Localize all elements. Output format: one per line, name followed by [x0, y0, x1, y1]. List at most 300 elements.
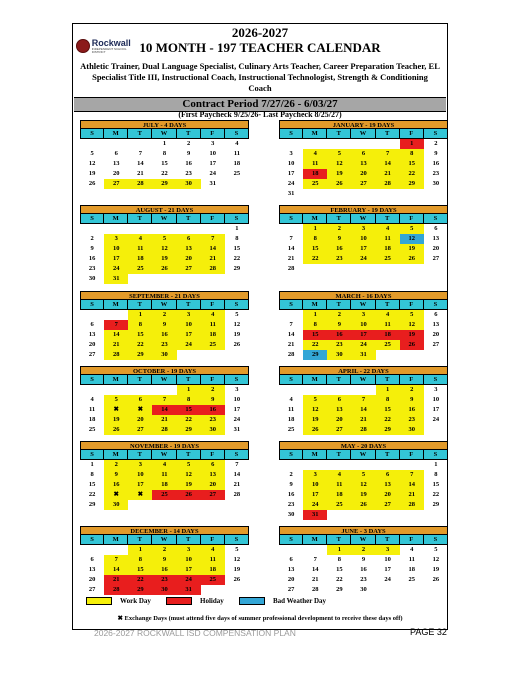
day-cell	[376, 274, 400, 284]
day-header: F	[201, 535, 225, 545]
month-grid	[279, 450, 448, 520]
day-cell	[351, 139, 375, 149]
day-cell: 19	[233, 331, 241, 338]
day-header: S	[279, 129, 303, 139]
day-cell	[225, 510, 249, 520]
month-grid	[279, 375, 448, 445]
day-cell: 18	[376, 330, 400, 340]
day-cell: 18	[303, 169, 327, 179]
day-header: F	[400, 375, 424, 385]
day-cell: 30	[432, 180, 440, 187]
day-cell: 26	[88, 180, 96, 187]
day-cell: 25	[128, 264, 152, 274]
day-cell	[104, 385, 128, 395]
day-cell	[327, 460, 351, 470]
day-cell: 15	[303, 244, 327, 254]
day-cell: 1	[90, 461, 94, 468]
day-cell	[351, 189, 375, 199]
day-cell: 7	[152, 395, 176, 405]
day-cell: 2	[152, 310, 176, 320]
day-cell: 23	[88, 265, 96, 272]
day-cell: 11	[303, 159, 327, 169]
day-cell: 11	[287, 406, 295, 413]
month-grid	[279, 214, 448, 284]
day-cell: 29	[432, 501, 440, 508]
day-header: M	[303, 300, 327, 310]
day-cell: 18	[287, 416, 295, 423]
day-cell: 25	[88, 426, 96, 433]
day-cell: 10	[351, 234, 375, 244]
month-grid	[80, 214, 249, 284]
month-12	[279, 526, 448, 605]
day-cell: 30	[152, 585, 176, 595]
month-11	[80, 526, 249, 605]
day-cell: 1	[235, 225, 239, 232]
day-cell: 12	[327, 159, 351, 169]
day-cell: 13	[287, 566, 295, 573]
day-header: F	[201, 129, 225, 139]
day-cell: 23	[360, 576, 367, 583]
day-cell: 10	[177, 320, 201, 330]
day-cell: 26	[400, 340, 424, 350]
day-cell: 24	[287, 180, 295, 187]
day-cell	[303, 385, 327, 395]
day-cell	[376, 139, 400, 149]
day-cell: 8	[235, 235, 239, 242]
day-header: T	[177, 300, 201, 310]
day-cell: 26	[177, 490, 201, 500]
day-cell: 22	[336, 576, 343, 583]
month-6	[279, 291, 448, 370]
day-cell: 4	[327, 470, 351, 480]
day-cell: 10	[233, 396, 241, 403]
day-cell: 19	[351, 490, 375, 500]
day-cell: 16	[432, 160, 440, 167]
day-cell: 29	[177, 425, 201, 435]
day-header: W	[152, 300, 176, 310]
day-cell: 11	[152, 470, 176, 480]
day-cell: 2	[327, 310, 351, 320]
day-header: M	[303, 375, 327, 385]
day-header: T	[376, 450, 400, 460]
day-cell: 19	[233, 566, 241, 573]
day-cell	[104, 139, 128, 149]
day-cell	[80, 189, 104, 199]
day-cell: 14	[287, 331, 295, 338]
day-cell: 7	[201, 234, 225, 244]
day-cell	[376, 585, 400, 595]
day-cell: 31	[209, 180, 217, 187]
legend-work-label: Work Day	[120, 597, 151, 605]
day-cell	[201, 510, 225, 520]
day-cell: ✖	[128, 490, 152, 500]
day-cell: 23	[327, 254, 351, 264]
day-cell: 14	[104, 330, 128, 340]
day-cell: 8	[90, 471, 94, 478]
day-cell: 5	[177, 460, 201, 470]
day-cell	[177, 510, 201, 520]
day-cell: 11	[88, 406, 96, 413]
day-cell: 17	[287, 170, 295, 177]
day-cell: 8	[177, 395, 201, 405]
day-cell: 18	[152, 480, 176, 490]
day-cell: 3	[177, 545, 201, 555]
day-cell: ✖	[104, 490, 128, 500]
day-cell: 12	[432, 556, 440, 563]
day-cell: 15	[88, 481, 96, 488]
month-grid	[279, 535, 448, 605]
day-cell: 27	[104, 179, 128, 189]
day-cell: 26	[233, 576, 241, 583]
day-cell: 29	[233, 265, 241, 272]
day-cell: 9	[201, 395, 225, 405]
day-cell: 7	[351, 395, 375, 405]
day-cell	[104, 310, 128, 320]
day-cell: 7	[313, 556, 317, 563]
legend-bad-weather-label: Bad Weather Day	[273, 597, 327, 605]
day-cell: 26	[303, 425, 327, 435]
day-cell: 9	[327, 320, 351, 330]
day-cell: 30	[104, 500, 128, 510]
day-cell: 17	[303, 490, 327, 500]
day-cell: 22	[128, 575, 152, 585]
day-cell: 2	[434, 140, 438, 147]
month-title: JANUARY - 19 DAYS	[279, 120, 448, 129]
day-cell	[376, 264, 400, 274]
day-cell: 8	[128, 555, 152, 565]
day-cell: 11	[376, 234, 400, 244]
day-cell: 20	[88, 341, 96, 348]
day-cell: 20	[201, 480, 225, 490]
day-cell: 12	[303, 405, 327, 415]
day-cell: 21	[376, 169, 400, 179]
day-cell: 3	[376, 545, 400, 555]
day-cell: 14	[233, 471, 241, 478]
day-cell	[128, 189, 152, 199]
day-cell: 25	[233, 170, 241, 177]
day-cell: 23	[327, 340, 351, 350]
day-cell	[351, 385, 375, 395]
day-header: S	[279, 375, 303, 385]
day-cell	[327, 274, 351, 284]
day-header: S	[80, 214, 104, 224]
month-8	[279, 366, 448, 445]
day-cell: 18	[88, 416, 96, 423]
day-cell	[424, 585, 448, 595]
month-1	[80, 120, 249, 199]
month-4	[279, 205, 448, 284]
day-cell	[80, 139, 104, 149]
day-header: M	[104, 375, 128, 385]
day-cell: 25	[287, 426, 295, 433]
day-cell: 8	[162, 150, 167, 157]
day-cell: 25	[376, 254, 400, 264]
day-header: W	[351, 214, 375, 224]
day-cell: 28	[128, 179, 152, 189]
day-header: T	[376, 535, 400, 545]
day-cell: 17	[177, 330, 201, 340]
day-cell	[177, 189, 201, 199]
day-cell	[201, 350, 225, 360]
day-cell: 28	[201, 264, 225, 274]
day-cell: 17	[233, 406, 241, 413]
day-cell: 11	[376, 320, 400, 330]
day-cell: 9	[90, 245, 94, 252]
day-cell: 17	[432, 406, 440, 413]
day-cell: 14	[376, 159, 400, 169]
day-cell: 5	[235, 311, 239, 318]
day-cell: 15	[336, 566, 343, 573]
day-cell: 2	[327, 224, 351, 234]
day-cell	[400, 350, 424, 360]
day-cell: 1	[376, 385, 400, 395]
day-cell	[128, 224, 152, 234]
day-cell: 18	[408, 566, 416, 573]
day-cell	[279, 224, 303, 234]
day-header: M	[303, 214, 327, 224]
day-cell: 14	[104, 565, 128, 575]
day-header: W	[152, 535, 176, 545]
day-cell	[128, 139, 152, 149]
day-cell: 25	[303, 179, 327, 189]
day-cell: 12	[177, 470, 201, 480]
day-cell	[177, 350, 201, 360]
day-cell: 23	[287, 501, 295, 508]
day-cell: 8	[303, 234, 327, 244]
day-cell: 23	[400, 415, 424, 425]
day-cell: 13	[327, 405, 351, 415]
day-header: F	[400, 214, 424, 224]
day-cell: 2	[187, 140, 191, 147]
day-header: T	[128, 129, 152, 139]
day-cell: 6	[376, 470, 400, 480]
day-cell	[376, 189, 400, 199]
day-header: W	[351, 375, 375, 385]
day-cell: 17	[128, 480, 152, 490]
day-cell: 18	[327, 490, 351, 500]
day-cell	[279, 385, 303, 395]
day-header: W	[351, 535, 375, 545]
day-header: S	[225, 535, 249, 545]
day-cell: 14	[400, 480, 424, 490]
day-header: F	[201, 214, 225, 224]
day-cell: 16	[327, 330, 351, 340]
day-cell: 31	[351, 350, 375, 360]
day-cell	[327, 189, 351, 199]
day-cell: 21	[233, 481, 241, 488]
day-cell: 30	[287, 511, 295, 518]
month-grid	[279, 129, 448, 199]
day-cell	[351, 264, 375, 274]
day-cell	[279, 310, 303, 320]
footer-plan-title: 2026-2027 ROCKWALL ISD COMPENSATION PLAN	[94, 628, 296, 638]
day-cell: 9	[289, 481, 293, 488]
bad-weather-swatch	[239, 597, 265, 605]
day-cell: 27	[376, 500, 400, 510]
legend-holiday-label: Holiday	[200, 597, 224, 605]
day-cell: 3	[104, 234, 128, 244]
day-cell: 15	[233, 245, 241, 252]
day-cell: 22	[161, 170, 168, 177]
day-header: S	[424, 129, 448, 139]
day-cell: 10	[287, 160, 295, 167]
day-cell: 22	[128, 340, 152, 350]
day-cell: 22	[303, 254, 327, 264]
day-cell: 13	[432, 235, 440, 242]
day-cell: 31	[233, 426, 241, 433]
day-cell	[376, 460, 400, 470]
day-cell: 21	[104, 575, 128, 585]
day-cell: 3	[303, 470, 327, 480]
day-cell: 4	[90, 396, 94, 403]
day-cell: 24	[351, 340, 375, 350]
day-cell: 6	[90, 556, 94, 563]
day-cell: 4	[376, 310, 400, 320]
month-title: JUNE - 3 DAYS	[279, 526, 448, 535]
month-title: MAY - 20 DAYS	[279, 441, 448, 450]
day-cell: 22	[177, 415, 201, 425]
day-cell	[128, 274, 152, 284]
day-cell: 28	[311, 586, 319, 593]
day-cell	[400, 189, 424, 199]
day-header: T	[128, 375, 152, 385]
day-header: W	[152, 214, 176, 224]
day-cell: 13	[376, 480, 400, 490]
day-header: S	[424, 535, 448, 545]
day-cell: 8	[434, 471, 438, 478]
day-cell: 4	[201, 310, 225, 320]
day-cell	[279, 460, 303, 470]
day-cell: 15	[128, 330, 152, 340]
day-header: S	[279, 214, 303, 224]
day-cell	[400, 585, 424, 595]
day-cell: 16	[104, 480, 128, 490]
day-cell: 18	[201, 565, 225, 575]
day-cell	[177, 224, 201, 234]
day-cell: 29	[336, 586, 343, 593]
day-header: T	[128, 535, 152, 545]
month-title: JULY - 4 DAYS	[80, 120, 249, 129]
day-cell: 9	[400, 395, 424, 405]
day-cell: 29	[303, 350, 327, 360]
day-cell	[104, 189, 128, 199]
day-cell: 13	[88, 331, 96, 338]
day-cell: 9	[152, 320, 176, 330]
month-7	[80, 366, 249, 445]
day-cell: 19	[177, 480, 201, 490]
day-cell: 20	[376, 490, 400, 500]
day-cell: 26	[152, 264, 176, 274]
day-header: S	[225, 129, 249, 139]
day-cell: 4	[410, 546, 414, 553]
day-header: W	[152, 375, 176, 385]
day-cell: 5	[104, 395, 128, 405]
month-grid	[80, 375, 249, 445]
day-cell: 7	[289, 235, 293, 242]
day-header: W	[351, 129, 375, 139]
day-cell	[400, 460, 424, 470]
day-cell: 27	[287, 586, 295, 593]
day-cell: 29	[128, 350, 152, 360]
day-cell: 5	[90, 150, 94, 157]
day-cell: 12	[233, 556, 241, 563]
day-header: F	[201, 300, 225, 310]
month-grid	[80, 300, 249, 370]
day-cell: 8	[337, 556, 341, 563]
month-3	[80, 205, 249, 284]
day-cell: 14	[351, 405, 375, 415]
day-cell: 9	[152, 555, 176, 565]
day-cell: 17	[351, 244, 375, 254]
day-cell	[128, 510, 152, 520]
day-cell: 15	[161, 160, 168, 167]
exchange-days-note: ✖ Exchange Days (must attend five days of summer professional development to receive these days off)	[117, 615, 403, 622]
day-cell	[279, 545, 303, 555]
day-cell	[225, 179, 249, 189]
day-cell: 7	[376, 149, 400, 159]
day-cell: 21	[287, 341, 295, 348]
paycheck-range: (First Paycheck 9/25/26- Last Paycheck 8/25/27)	[178, 110, 342, 119]
month-grid	[279, 300, 448, 370]
day-cell: 17	[351, 330, 375, 340]
day-cell: 7	[138, 150, 142, 157]
day-cell: 14	[201, 244, 225, 254]
day-cell: 5	[351, 470, 375, 480]
day-cell: 20	[432, 331, 440, 338]
day-cell	[424, 274, 448, 284]
day-cell: 12	[233, 321, 241, 328]
day-cell: 1	[400, 139, 424, 149]
day-cell: 18	[233, 160, 241, 167]
day-cell: 25	[152, 490, 176, 500]
day-cell: 31	[177, 585, 201, 595]
day-cell: ✖	[104, 405, 128, 415]
day-header: S	[424, 214, 448, 224]
day-cell: 17	[177, 565, 201, 575]
day-cell: 17	[104, 254, 128, 264]
day-cell: 2	[201, 385, 225, 395]
day-cell: 30	[400, 425, 424, 435]
day-cell	[351, 510, 375, 520]
day-cell: 6	[90, 321, 94, 328]
day-cell	[303, 460, 327, 470]
day-cell: 15	[303, 330, 327, 340]
day-cell: 8	[128, 320, 152, 330]
day-cell: 13	[201, 470, 225, 480]
day-header: F	[400, 450, 424, 460]
day-cell: 27	[128, 425, 152, 435]
day-cell	[303, 189, 327, 199]
day-cell: 27	[88, 586, 96, 593]
day-cell	[225, 189, 249, 199]
day-cell: 26	[104, 425, 128, 435]
day-cell: 3	[235, 386, 239, 393]
day-cell	[303, 274, 327, 284]
day-cell	[303, 264, 327, 274]
day-cell: 20	[177, 254, 201, 264]
day-cell: 12	[152, 244, 176, 254]
day-cell: 27	[351, 179, 375, 189]
day-cell	[327, 139, 351, 149]
day-cell	[177, 274, 201, 284]
day-cell: 21	[137, 170, 144, 177]
day-cell: 30	[177, 179, 201, 189]
day-cell: 14	[311, 566, 319, 573]
day-header: T	[376, 214, 400, 224]
day-cell: 22	[88, 491, 96, 498]
day-cell: 9	[104, 470, 128, 480]
day-header: T	[128, 300, 152, 310]
